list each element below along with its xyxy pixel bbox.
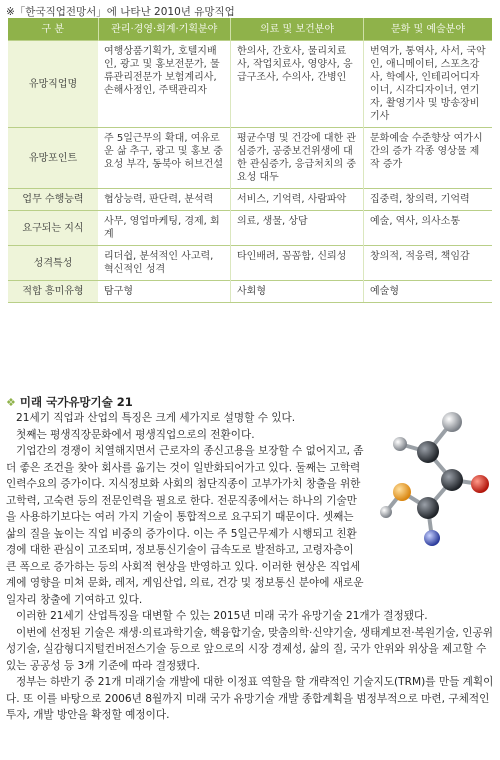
- table-cell: 주 5일근무의 확대, 여유로운 삶 추구, 광고 및 홍보 중요성 부각, 동북아 허브건설: [98, 128, 231, 189]
- section-body: [6, 410, 494, 724]
- table-cell: 평균수명 및 건강에 대한 관심증가, 공중보건위생에 대한 관심증가, 응급처치의 중요성 대두: [231, 128, 364, 189]
- paragraph: 첫째는 평생직장문화에서 평생직업으로의 전환이다.: [16, 428, 255, 441]
- header-medical: 의료 및 보건분야: [231, 18, 364, 41]
- table-row: [8, 128, 492, 189]
- table-cell: 서비스, 기억력, 사람파악: [231, 189, 364, 211]
- future-tech-section: [6, 394, 494, 724]
- table-cell: 탐구형: [98, 281, 231, 303]
- table-cell: 의료, 생물, 상담: [231, 211, 364, 246]
- promising-jobs-table: [8, 18, 492, 303]
- table-cell: 협상능력, 판단력, 분석력: [98, 189, 231, 211]
- diamond-bullet-icon: ❖: [6, 396, 16, 409]
- row-label: 성격특성: [8, 246, 98, 281]
- paragraph: 이러한 21세기 산업특징을 대변할 수 있는 2015년 미래 국가 유망기술 21개가 결정됐다.: [16, 610, 428, 622]
- table-cell: 집중력, 창의력, 기억력: [364, 189, 493, 211]
- table-cell: 번역가, 통역사, 사서, 국악인, 애니메이터, 스포츠강사, 학예사, 인테리어디자이너, 시각디자이너, 연기자, 촬영기사 및 방송장비기사: [364, 41, 493, 128]
- row-label: 유망직업명: [8, 41, 98, 128]
- row-label: 적합 흥미유형: [8, 281, 98, 303]
- table-caption: ※「한국직업전망서」에 나타난 2010년 유망직업: [6, 6, 235, 18]
- paragraph: 정부는 하반기 중 21개 미래기술 개발에 대한 이정표 역할을 할 개략적인 기술지도(TRM)를 만들 계획이다. 또 이를 바탕으로 2006년 8월까지 미래 국가 유망기술 개발 종합계획을 범정부적으로 마련, 구체적인 투자, 개발 방안을 확정할 예정이다.: [6, 676, 494, 721]
- table-cell: 타인배려, 꼼꼼함, 신뢰성: [231, 246, 364, 281]
- table-row: [8, 281, 492, 303]
- table-row: [8, 246, 492, 281]
- row-label: 업무 수행능력: [8, 189, 98, 211]
- row-label: 요구되는 지식: [8, 211, 98, 246]
- header-category: 구 분: [8, 18, 98, 41]
- header-management: 관리·경영·회계·기획분야: [98, 18, 231, 41]
- table-cell: 사무, 영업마케팅, 경제, 회계: [98, 211, 231, 246]
- table-row: [8, 41, 492, 128]
- paragraph: 21세기 직업과 산업의 특징은 크게 세가지로 설명할 수 있다.: [16, 412, 296, 424]
- table-cell: 예술, 역사, 의사소통: [364, 211, 493, 246]
- table-cell: 문화예술 수준향상 여가시간의 증가 각종 영상물 제작 증가: [364, 128, 493, 189]
- table-header-row: [8, 18, 492, 41]
- header-culture: 문화 및 예술분야: [364, 18, 493, 41]
- table-row: [8, 211, 492, 246]
- table-row: [8, 189, 492, 211]
- table-cell: 리더쉽, 분석적인 사고력, 혁신적인 성격: [98, 246, 231, 281]
- table-cell: 예술형: [364, 281, 493, 303]
- table-cell: 여행상품기획가, 호텔지배인, 광고 및 홍보전문가, 물류관리전문가 보험계리사, 손해사정인, 주택관리자: [98, 41, 231, 128]
- paragraph: 기업간의 경쟁이 치열해지면서 근로자의 종신고용을 보장할 수 없어지고, 좀더 좋은 조건을 찾아 회사를 옮기는 것이 일반화되어가고 있다. 둘째는 고학력 인력수요의 증가이다. 지식정보화 사회의 첨단직종이 고부가가치 창출을 위한 고학력, 고숙련 등의 전문인력을 필요로 한다. 전문직종에서는 하나의 기술만을 사용하기보다는 여러 가지 기술이 통합적으로 요구되기 때문이다. 셋째는 삶의 질을 높이는 직업 비중의 증가이다. 이는 주 5일근무제가 시행되고 친환경에 대한 관심이 고조되며, 정보통신기술이 급속도로 발전하고, 고령자층이 큰 폭으로 증가하는 등의 사회적 현상을 반영하고 있다. 이러한 현상은 직업세계에 영향을 미쳐 문화, 레저, 게임산업, 의료, 건강 및 정보통신 분야에 새로운 일자리 창출에 기여하고 있다.: [6, 445, 364, 606]
- table-cell: 창의적, 적응력, 책임감: [364, 246, 493, 281]
- table-cell: 한의사, 간호사, 물리치료사, 작업치료사, 영양사, 응급구조사, 수의사, 간병인: [231, 41, 364, 128]
- paragraph: 이번에 선정된 기술은 재생·의료과학기술, 핵융합기술, 맞춤의학·신약기술, 생태계보전·복원기술, 인공위성기술, 실감형디지털컨버전스기술 등으로 앞으로의 시장 경제성, 삶의 질, 국가 안위와 위상을 제고할 수 있는 공공성 등 3개 기준에 따라 결정됐다.: [6, 626, 493, 672]
- table-cell: 사회형: [231, 281, 364, 303]
- section-title: ❖ 미래 국가유망기술 21: [6, 395, 133, 409]
- row-label: 유망포인트: [8, 128, 98, 189]
